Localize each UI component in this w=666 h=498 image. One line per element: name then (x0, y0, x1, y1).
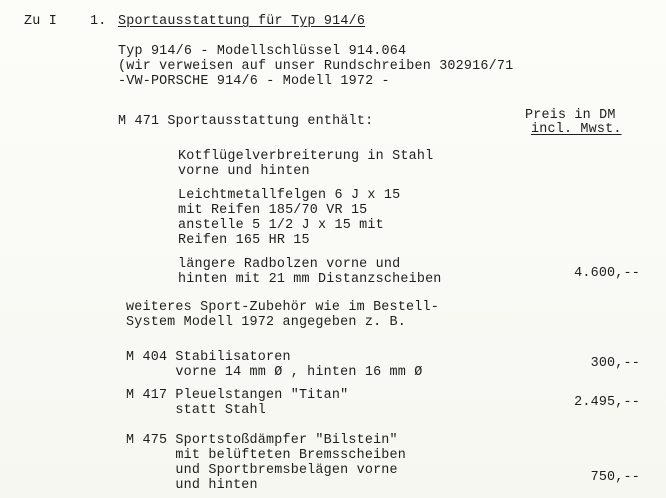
m417-line-1: M 417 Pleuelstangen "Titan" (126, 388, 349, 403)
intro-line-1: Typ 914/6 - Modellschlüssel 914.064 (118, 44, 407, 59)
m417-price: 2.495,-- (574, 395, 640, 410)
m471-group3-line-2: hinten mit 21 mm Distanzscheiben (178, 272, 442, 287)
section-number: 1. (90, 14, 107, 29)
m475-line-3: und Sportbremsbelägen vorne (126, 463, 398, 478)
m475-line-1: M 475 Sportstoßdämpfer "Bilstein" (126, 433, 398, 448)
m404-price: 300,-- (590, 356, 640, 371)
section-ref: Zu I (24, 14, 57, 29)
price-header-line-2: incl. Mwst. (531, 122, 622, 137)
m471-group1-line-1: Kotflügelverbreiterung in Stahl (178, 149, 434, 164)
section-title: Sportausstattung für Typ 914/6 (118, 14, 366, 29)
m475-price: 750,-- (590, 470, 640, 485)
m471-group2-line-4: Reifen 165 HR 15 (178, 233, 310, 248)
m417-line-2: statt Stahl (126, 403, 267, 418)
intro-line-3: -VW-PORSCHE 914/6 - Modell 1972 - (118, 74, 390, 89)
m404-line-1: M 404 Stabilisatoren (126, 350, 291, 365)
accessories-intro-line-1: weiteres Sport-Zubehör wie im Bestell- (126, 300, 439, 315)
m471-group3-line-1: längere Radbolzen vorne und (178, 257, 401, 272)
m475-line-4: und hinten (126, 478, 258, 493)
m471-heading: M 471 Sportausstattung enthält: (118, 114, 374, 129)
accessories-intro-line-2: System Modell 1972 angegeben z. B. (126, 315, 407, 330)
m475-line-2: mit belüfteten Bremsscheiben (126, 448, 407, 463)
intro-line-2: (wir verweisen auf unser Rundschreiben 302916/71 (118, 59, 514, 74)
m471-group2-line-2: mit Reifen 185/70 VR 15 (178, 203, 368, 218)
m404-line-2: vorne 14 mm Ø , hinten 16 mm Ø (126, 365, 423, 380)
m471-group1-line-2: vorne und hinten (178, 164, 310, 179)
m471-group2-line-1: Leichtmetallfelgen 6 J x 15 (178, 188, 401, 203)
m471-group2-line-3: anstelle 5 1/2 J x 15 mit (178, 218, 384, 233)
m471-price: 4.600,-- (574, 266, 640, 281)
price-header-line-1: Preis in DM (525, 108, 616, 123)
